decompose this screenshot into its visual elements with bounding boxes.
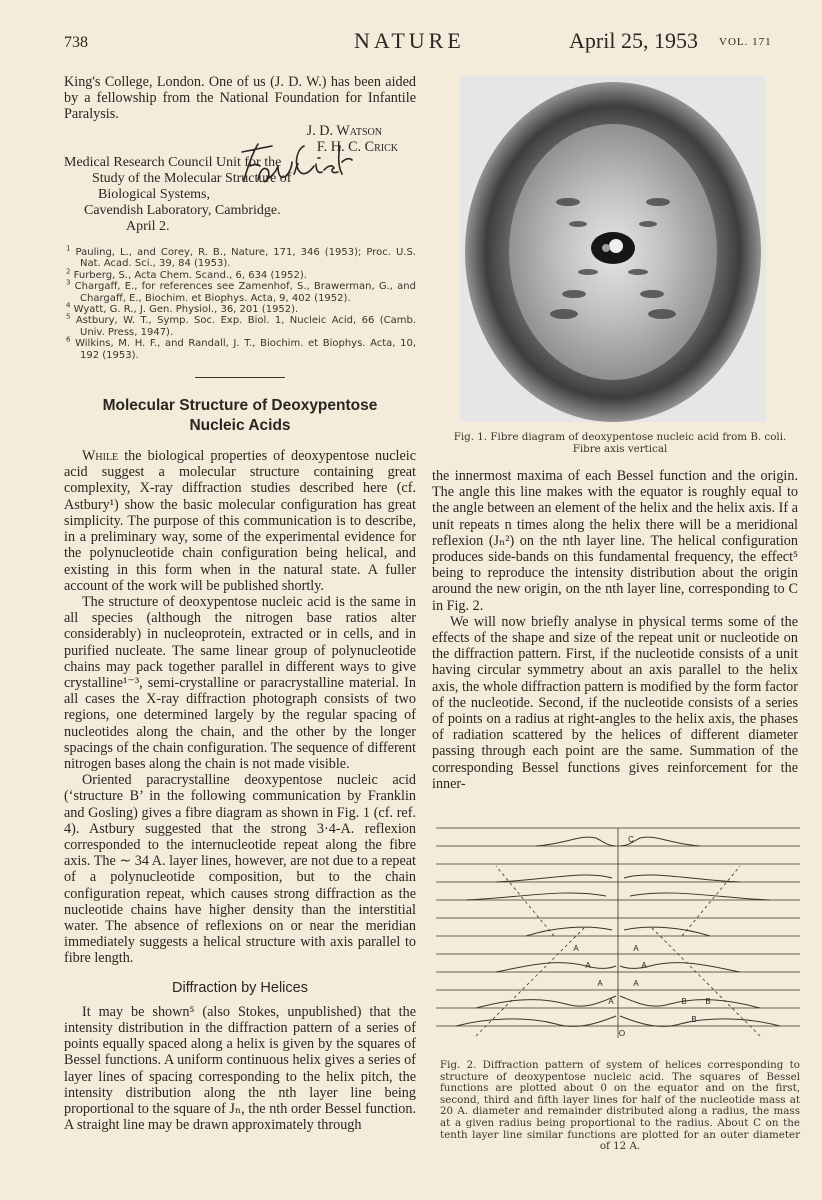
reference-item: $^2$ Furberg, S., Acta Chem. Scand., 6, 634 (1952). — [66, 267, 307, 281]
volume-number: VOL. 171 — [719, 36, 772, 48]
fig2-label: B — [691, 1015, 697, 1024]
address-line: Biological Systems, — [98, 187, 210, 203]
reference-item: $^4$ Wyatt, G. R., J. Gen. Physiol., 36, 201 (1952). — [66, 301, 299, 316]
fig2-label: O — [618, 1029, 626, 1038]
fig2-label: A — [597, 979, 603, 988]
fig2-label: A — [641, 961, 647, 970]
body-paragraph: The structure of deoxypentose nucleic acid is the same in all species (although the nitrogen base ratios alter considerably) in nucleoprotein, extracted or in cells, and in purified nucleate. The same linear group of polynucleotide chains may pack together parallel in different ways to give crystalline¹⁻³, semi-crystalline or paracrystalline material. In all cases the X-ray diffraction photograph consists of two regions, one determined largely by the regular spacing of nucleotides along the chain, and the other by the longer spacings of the chain configuration. The sequence of different nitrogen bases along the chain is not made visible. — [64, 593, 416, 772]
section-divider — [195, 377, 285, 378]
figure2-caption: Fig. 2. Diffraction pattern of system of helices corresponding to structure of deoxypentose nucleic acid. The squares of Bessel functions are plotted about 0 on the equator and on the first, second, third and fifth layer lines for half of the nucleotide mass at 20 A. diameter and remainder distributed along a radius, the mass at a given radius being proportional to the radius. About C on the tenth layer line similar functions are plotted for an outer diameter of 12 A. — [440, 1059, 800, 1153]
fig2-label: B — [705, 997, 711, 1006]
right-column — [432, 468, 798, 792]
fig2-label: A — [633, 979, 639, 988]
fig2-label: B — [681, 997, 687, 1006]
body-paragraph: It may be shown⁵ (also Stokes, unpublished) that the intensity distribution in the diffraction pattern of a series of points equally spaced along a helix is given by the squares of Bessel functions. A uniform continuous helix gives a series of layer lines of spacing corresponding to the helix pitch, the intensity distribution along the nth layer line being proportional to the square of Jₙ, the nth order Bessel function. A straight line may be drawn approximately through — [64, 1003, 416, 1134]
address-line: April 2. — [126, 219, 170, 235]
address-line: Cavendish Laboratory, Cambridge. — [84, 203, 281, 219]
article-title: Molecular Structure of Deoxypentose Nucleic Acids — [102, 397, 378, 435]
fibre-diagram-photo — [460, 76, 766, 422]
section-heading: Diffraction by Helices — [172, 979, 308, 996]
issue-date: April 25, 1953 — [569, 28, 698, 53]
body-paragraph: Oriented paracrystalline deoxypentose nucleic acid (‘structure B’ in the following communication by Franklin and Gosling) gives a fibre diagram as shown in Fig. 1 (cf. ref. 4). Astbury suggested that the strong 3·4-A. reflexion corresponded to the internucleotide repeat along the fibre axis. The ∼ 34 A. layer lines, however, are not due to a repeat of a polynucleotide composition, but to the chain configuration repeat, which causes strong diffraction as the nucleotide chains have higher density than the interstitial water. The absence of reflexions on or near the meridian immediately suggests a helical structure with axis parallel to fibre length. — [64, 772, 416, 967]
reference-list — [64, 244, 417, 361]
body-paragraph: While the biological properties of deoxypentose nucleic acid suggest a molecular structure containing great complexity, X-ray diffraction studies described here (cf. Astbury¹) show the basic molecular configuration has great simplicity. The purpose of this communication is to describe, in a preliminary way, some of the experimental evidence for the polynucleotide chain configuration being helical, and existing in this form when in the natural state. A fuller account of the work will be published shortly. — [64, 448, 416, 594]
page-number: 738 — [64, 34, 88, 51]
fig2-label: A — [585, 961, 591, 970]
left-column — [64, 74, 416, 1133]
diffraction-pattern-figure — [436, 826, 800, 1040]
fig2-label: A — [608, 997, 614, 1006]
address-line: Study of the Molecular Structure of — [92, 171, 292, 187]
author-watson: J. D. Watson — [306, 122, 382, 139]
handwritten-signature — [238, 136, 356, 196]
body-paragraph: the innermost maxima of each Bessel function and the origin. The angle this line makes with the equator is roughly equal to the angle between an element of the helix and the helix axis. If a unit repeats n times along the helix there will be a meridional reflexion (Jₙ²) on the nth layer line. The helical configuration produces side-bands on this fundamental frequency, the effect⁵ being to reproduce the intensity distribution about the origin around the new origin, on the nth layer line, corresponding to C in Fig. 2. — [432, 468, 798, 614]
reference-item: $^6$ Wilkins, M. H. F., and Randall, J. T., Biochim. et Biophys. Acta, 10, 192 (1953). — [66, 335, 417, 361]
reference-item: $^5$ Astbury, W. T., Symp. Soc. Exp. Biol. 1, Nucleic Acid, 66 (Camb. Univ. Press, 1947). — [66, 313, 416, 338]
acknowledgement-paragraph: King's College, London. One of us (J. D. W.) has been aided by a fellowship from the National Foundation for Infantile Paralysis. — [64, 74, 416, 123]
fig2-label: C — [628, 835, 634, 844]
journal-name: NATURE — [354, 28, 465, 53]
address-line: Medical Research Council Unit for the — [64, 155, 282, 171]
reference-item: $^1$ Pauling, L., and Corey, R. B., Nature, 171, 346 (1953); Proc. U.S. Nat. Acad. Sci., 39, 84 (1953). — [66, 244, 416, 270]
body-paragraph: We will now briefly analyse in physical terms some of the effects of the shape and size of the repeat unit or nucleotide on the diffraction pattern. First, if the nucleotide consists of a unit having circular symmetry about an axis parallel to the helix axis, the whole diffraction pattern is modified by the form factor of the nucleotide. Second, if the nucleotide consists of a series of points on a radius at right-angles to the helix axis, the phases of radiation scattered by the helices of different diameter passing through each point are the same. Summation of the corresponding Bessel functions gives reinforcement for the inner- — [432, 613, 798, 792]
fig2-label: A — [633, 944, 639, 953]
page-header — [64, 28, 790, 58]
figure1-caption: Fig. 1. Fibre diagram of deoxypentose nucleic acid from B. coli. Fibre axis vertical — [453, 431, 787, 455]
reference-item: $^3$ Chargaff, E., for references see Zamenhof, S., Brawerman, G., and Chargaff, E., Biochim. et Biophys. Acta, 9, 402 (1952). — [66, 278, 416, 304]
author-crick: F. H. C. Crick — [316, 138, 398, 155]
fig2-label: A — [573, 944, 579, 953]
